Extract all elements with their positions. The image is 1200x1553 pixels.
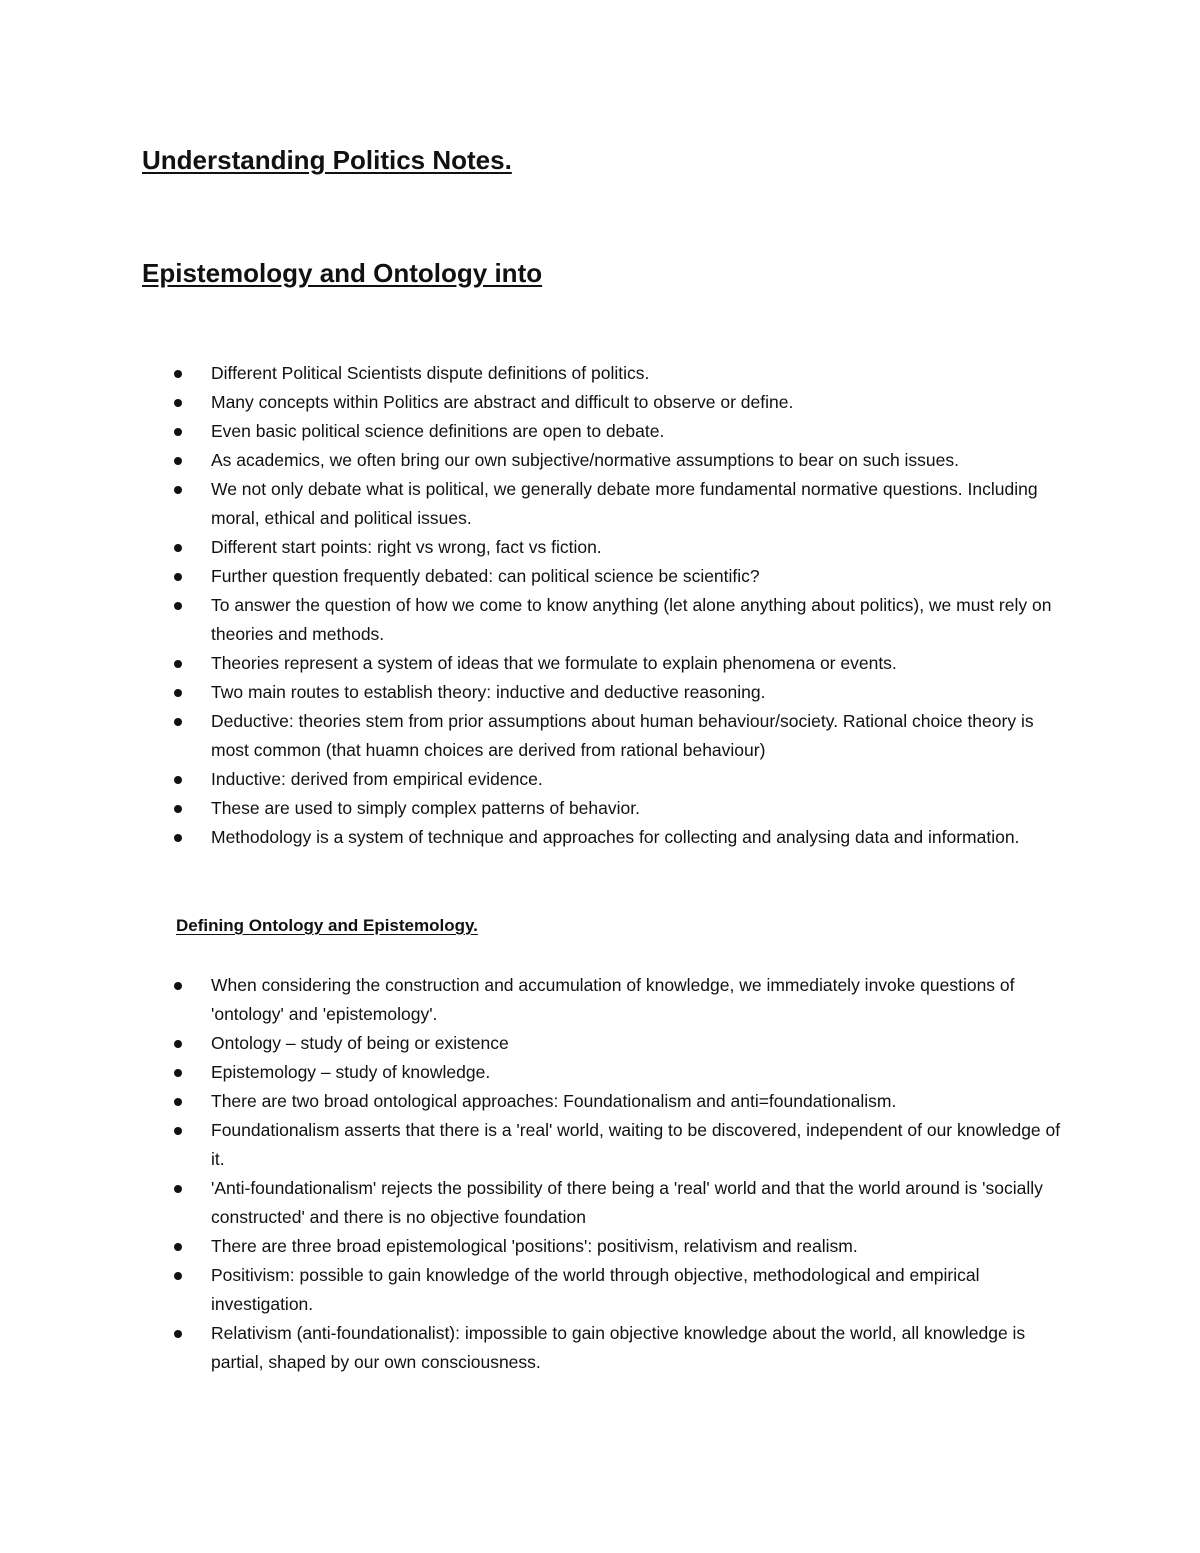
list-item-text: To answer the question of how we come to know anything (let alone anything about politics), we must rely on theories and methods.	[211, 595, 1052, 644]
list-item-text: As academics, we often bring our own subjective/normative assumptions to bear on such issues.	[211, 450, 960, 470]
list-item-text: There are three broad epistemological 'positions': positivism, relativism and realism.	[211, 1236, 858, 1256]
list-item	[0, 475, 1071, 533]
list-item-text: Inductive: derived from empirical evidence.	[211, 769, 543, 789]
bullet-icon	[174, 486, 182, 494]
list-item	[0, 649, 1071, 678]
bullet-icon	[174, 1127, 182, 1135]
list-item-text: Epistemology – study of knowledge.	[211, 1062, 491, 1082]
bullet-icon	[174, 370, 182, 378]
list-item-text: When considering the construction and accumulation of knowledge, we immediately invoke questions of 'ontology' and 'epistemology'.	[211, 975, 1015, 1024]
bullet-list-definitions	[0, 971, 1071, 1377]
list-item-text: Ontology – study of being or existence	[211, 1033, 509, 1053]
bullet-icon	[174, 805, 182, 813]
list-item	[0, 388, 1071, 417]
list-item	[0, 971, 1071, 1029]
list-item-text: Two main routes to establish theory: inductive and deductive reasoning.	[211, 682, 766, 702]
list-item-text: Theories represent a system of ideas that we formulate to explain phenomena or events.	[211, 653, 897, 673]
list-item	[0, 678, 1071, 707]
list-item-text: Positivism: possible to gain knowledge of the world through objective, methodological and empirical investigation.	[211, 1265, 980, 1314]
list-item-text: We not only debate what is political, we generally debate more fundamental normative questions. Including moral, ethical and political issues.	[211, 479, 1038, 528]
list-item-text: Different start points: right vs wrong, fact vs fiction.	[211, 537, 602, 557]
bullet-icon	[174, 1185, 182, 1193]
section-heading: Epistemology and Ontology into	[142, 258, 543, 288]
list-item-text: Relativism (anti-foundationalist): impossible to gain objective knowledge about the world, all knowledge is partial, shaped by our own consciousness.	[211, 1323, 1026, 1372]
list-item	[0, 1232, 1071, 1261]
bullet-icon	[174, 1330, 182, 1338]
list-item	[0, 359, 1071, 388]
list-item	[0, 446, 1071, 475]
list-item	[0, 765, 1071, 794]
bullet-icon	[174, 544, 182, 552]
list-item-text: Methodology is a system of technique and approaches for collecting and analysing data and information.	[211, 827, 1020, 847]
list-item	[0, 1087, 1071, 1116]
bullet-icon	[174, 1069, 182, 1077]
bullet-icon	[174, 1098, 182, 1106]
bullet-icon	[174, 1243, 182, 1251]
bullet-icon	[174, 1272, 182, 1280]
list-item-text: Even basic political science definitions are open to debate.	[211, 421, 665, 441]
subsection-heading: Defining Ontology and Epistemology.	[176, 916, 478, 935]
bullet-icon	[174, 718, 182, 726]
list-item-text: These are used to simply complex patterns of behavior.	[211, 798, 640, 818]
bullet-icon	[174, 776, 182, 784]
bullet-icon	[174, 428, 182, 436]
list-item	[0, 417, 1071, 446]
list-item	[0, 1261, 1071, 1319]
list-item	[0, 1058, 1071, 1087]
list-item-text: 'Anti-foundationalism' rejects the possibility of there being a 'real' world and that the world around is 'socially constructed' and there is no objective foundation	[211, 1178, 1043, 1227]
bullet-icon	[174, 982, 182, 990]
bullet-list-intro	[0, 359, 1071, 852]
list-item	[0, 533, 1071, 562]
list-item	[0, 591, 1071, 649]
bullet-icon	[174, 399, 182, 407]
list-item	[0, 707, 1071, 765]
list-item-text: Further question frequently debated: can political science be scientific?	[211, 566, 760, 586]
list-item	[0, 1319, 1071, 1377]
list-item	[0, 823, 1071, 852]
bullet-icon	[174, 689, 182, 697]
bullet-icon	[174, 573, 182, 581]
list-item	[0, 1029, 1071, 1058]
list-item	[0, 1116, 1071, 1174]
list-item-text: There are two broad ontological approaches: Foundationalism and anti=foundationalism.	[211, 1091, 897, 1111]
list-item-text: Deductive: theories stem from prior assumptions about human behaviour/society. Rational choice theory is most common (that huamn choices are derived from rational behaviour)	[211, 711, 1034, 760]
bullet-icon	[174, 457, 182, 465]
list-item	[0, 1174, 1071, 1232]
bullet-icon	[174, 834, 182, 842]
list-item-text: Many concepts within Politics are abstract and difficult to observe or define.	[211, 392, 794, 412]
document-title: Understanding Politics Notes.	[142, 145, 512, 175]
bullet-icon	[174, 1040, 182, 1048]
list-item-text: Different Political Scientists dispute definitions of politics.	[211, 363, 650, 383]
list-item	[0, 562, 1071, 591]
bullet-icon	[174, 602, 182, 610]
list-item-text: Foundationalism asserts that there is a 'real' world, waiting to be discovered, independent of our knowledge of it.	[211, 1120, 1061, 1169]
list-item	[0, 794, 1071, 823]
bullet-icon	[174, 660, 182, 668]
